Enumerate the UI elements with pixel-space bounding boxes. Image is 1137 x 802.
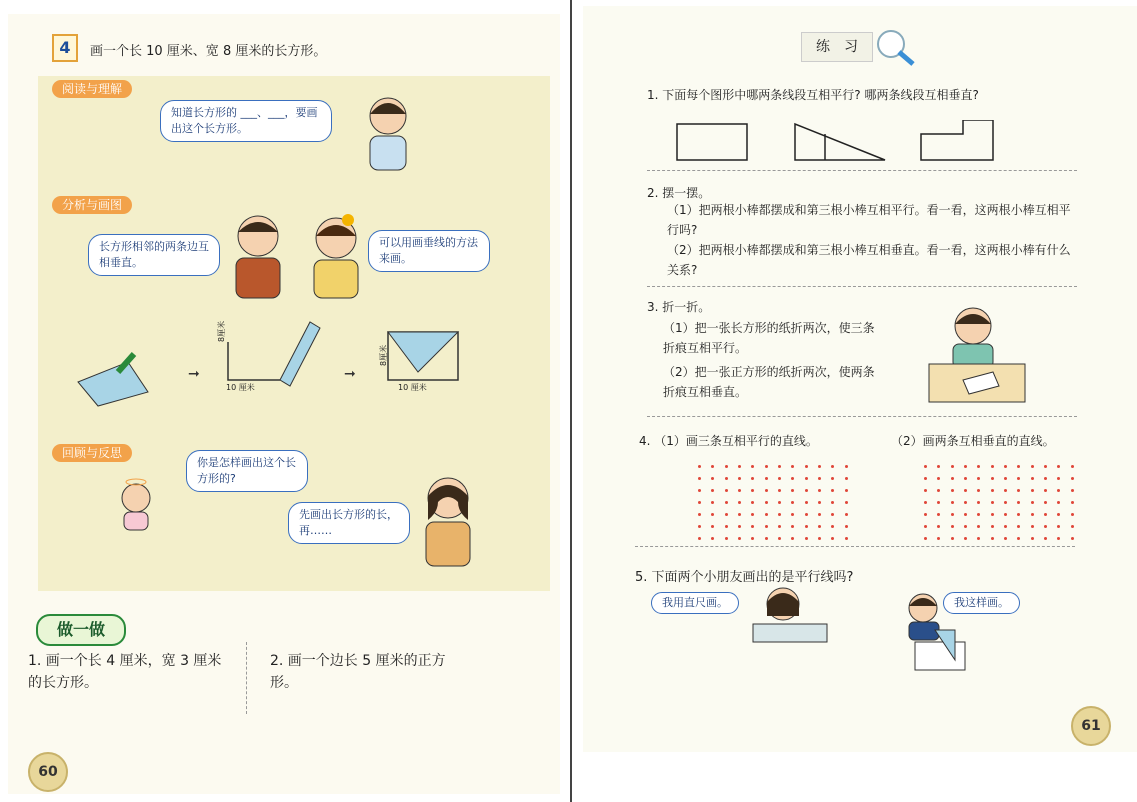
- grid-dot: [805, 513, 808, 516]
- grid-dot: [1017, 513, 1020, 516]
- grid-dot: [1004, 501, 1007, 504]
- grid-dot: [711, 501, 714, 504]
- grid-dot: [1031, 501, 1034, 504]
- grid-dot: [1004, 537, 1007, 540]
- separator-2: [647, 286, 1077, 287]
- grid-dot: [831, 501, 834, 504]
- grid-dot: [951, 537, 954, 540]
- grid-dot: [751, 513, 754, 516]
- grid-dot: [1031, 477, 1034, 480]
- grid-dot: [1017, 477, 1020, 480]
- grid-dot: [1017, 501, 1020, 504]
- grid-dot: [1004, 489, 1007, 492]
- grid-dot: [964, 465, 967, 468]
- grid-dot: [818, 501, 821, 504]
- grid-dot: [951, 501, 954, 504]
- grid-dot: [818, 477, 821, 480]
- grid-dot: [698, 525, 701, 528]
- grid-dot: [1044, 489, 1047, 492]
- grid-dot: [738, 489, 741, 492]
- section-read-tag: 阅读与理解: [52, 80, 132, 98]
- grid-dot: [791, 501, 794, 504]
- angel-illustration: [106, 474, 166, 534]
- grid-dot: [1017, 537, 1020, 540]
- girl-illustration: [296, 210, 376, 300]
- grid-dot: [725, 465, 728, 468]
- grid-dot: [977, 513, 980, 516]
- grid-dot: [924, 525, 927, 528]
- grid-dot: [805, 477, 808, 480]
- grid-dot: [698, 537, 701, 540]
- grid-dot: [791, 525, 794, 528]
- grid-dot: [991, 477, 994, 480]
- grid-dot: [831, 525, 834, 528]
- grid-dot: [765, 477, 768, 480]
- grid-dot: [951, 525, 954, 528]
- grid-dot: [845, 465, 848, 468]
- label-8cm-b: 8厘米: [379, 344, 388, 366]
- grid-dot: [977, 501, 980, 504]
- grid-dot: [791, 489, 794, 492]
- grid-dot: [831, 477, 834, 480]
- grid-dot: [751, 489, 754, 492]
- grid-dot: [1057, 477, 1060, 480]
- svg-text:➞: ➞: [188, 366, 200, 382]
- grid-dot: [765, 489, 768, 492]
- grid-dot: [964, 537, 967, 540]
- label-10cm-a: 10 厘米: [226, 383, 255, 392]
- bubble-review-2: 先画出长方形的长，再……: [288, 502, 410, 544]
- grid-dot: [791, 513, 794, 516]
- grid-dot: [738, 513, 741, 516]
- grid-dot: [711, 477, 714, 480]
- grid-dot: [818, 537, 821, 540]
- grid-dot: [924, 477, 927, 480]
- grid-dot: [924, 465, 927, 468]
- grid-dot: [725, 477, 728, 480]
- grid-dot: [765, 513, 768, 516]
- separator-3: [647, 416, 1077, 417]
- grid-dot: [1057, 489, 1060, 492]
- grid-dot: [964, 501, 967, 504]
- section-analyze-tag: 分析与画图: [52, 196, 132, 214]
- grid-dot: [778, 537, 781, 540]
- grid-dot: [937, 477, 940, 480]
- girl-folding-illustration: [923, 302, 1033, 406]
- grid-dot: [937, 501, 940, 504]
- grid-dot: [845, 489, 848, 492]
- grid-dot: [751, 477, 754, 480]
- grid-dot: [818, 513, 821, 516]
- q2-item-2: （2）把两根小棒都摆成和第三根小棒互相垂直。看一看，这两根小棒有什么关系?: [667, 243, 1071, 277]
- section-review-tag: 回顾与反思: [52, 444, 132, 462]
- q4-text: 4. （1）画三条互相平行的直线。: [639, 434, 818, 448]
- grid-dot: [818, 525, 821, 528]
- grid-dot: [1031, 525, 1034, 528]
- bubble-q5-1: 我用直尺画。: [651, 592, 739, 614]
- grid-dot: [698, 477, 701, 480]
- q2-text: 2. 摆一摆。: [647, 186, 711, 200]
- grid-dot: [924, 501, 927, 504]
- grid-dot: [698, 465, 701, 468]
- grid-dot: [805, 465, 808, 468]
- dot-grid-parallel: [693, 460, 853, 544]
- q2-item-1: （1）把两根小棒都摆成和第三根小棒互相平行。看一看，这两根小棒互相平行吗?: [667, 203, 1071, 237]
- bubble-q5-2: 我这样画。: [943, 592, 1020, 614]
- grid-dot: [1071, 465, 1074, 468]
- grid-dot: [1071, 537, 1074, 540]
- q3-item-2: （2）把一张正方形的纸折两次，使两条折痕互相垂直。: [663, 365, 875, 399]
- grid-dot: [991, 489, 994, 492]
- grid-dot: [1031, 465, 1034, 468]
- girl-ruler-illustration: [743, 582, 833, 672]
- grid-dot: [964, 525, 967, 528]
- grid-dot: [1057, 465, 1060, 468]
- grid-dot: [711, 513, 714, 516]
- grid-dot: [845, 525, 848, 528]
- grid-dot: [937, 537, 940, 540]
- grid-dot: [765, 501, 768, 504]
- grid-dot: [1044, 525, 1047, 528]
- grid-dot: [1044, 537, 1047, 540]
- grid-dot: [831, 489, 834, 492]
- q3-item-1: （1）把一张长方形的纸折两次，使三条折痕互相平行。: [663, 321, 875, 355]
- book-spine: [570, 0, 572, 802]
- grid-dot: [1044, 501, 1047, 504]
- grid-dot: [937, 525, 940, 528]
- grid-dot: [1057, 525, 1060, 528]
- grid-dot: [698, 489, 701, 492]
- grid-dot: [818, 465, 821, 468]
- grid-dot: [711, 465, 714, 468]
- grid-dot: [778, 465, 781, 468]
- grid-dot: [711, 525, 714, 528]
- grid-dot: [725, 501, 728, 504]
- try-title: 做一做: [36, 614, 126, 646]
- grid-dot: [778, 513, 781, 516]
- grid-dot: [725, 525, 728, 528]
- grid-dot: [738, 537, 741, 540]
- grid-dot: [791, 477, 794, 480]
- problem-text: 画一个长 10 厘米、宽 8 厘米的长方形。: [90, 44, 327, 59]
- try-item-1: 1. 画一个长 4 厘米，宽 3 厘米的长方形。: [28, 653, 222, 691]
- svg-text:➞: ➞: [344, 366, 356, 382]
- right-page: [583, 6, 1137, 752]
- grid-dot: [1057, 513, 1060, 516]
- try-item-2: 2. 画一个边长 5 厘米的正方形。: [270, 653, 446, 691]
- grid-dot: [1071, 513, 1074, 516]
- grid-dot: [791, 465, 794, 468]
- grid-dot: [1057, 501, 1060, 504]
- grid-dot: [977, 465, 980, 468]
- grid-dot: [991, 537, 994, 540]
- separator-4: [635, 546, 1075, 547]
- grid-dot: [1071, 477, 1074, 480]
- grid-dot: [951, 489, 954, 492]
- separator-1: [647, 170, 1077, 171]
- grid-dot: [991, 501, 994, 504]
- grid-dot: [977, 489, 980, 492]
- grid-dot: [924, 513, 927, 516]
- grid-dot: [1044, 465, 1047, 468]
- q4-text-2: （2）画两条互相垂直的直线。: [891, 434, 1055, 448]
- grid-dot: [805, 525, 808, 528]
- grid-dot: [937, 489, 940, 492]
- grid-dot: [805, 537, 808, 540]
- grid-dot: [845, 477, 848, 480]
- grid-dot: [791, 537, 794, 540]
- grid-dot: [951, 465, 954, 468]
- grid-dot: [725, 489, 728, 492]
- grid-dot: [1071, 501, 1074, 504]
- grid-dot: [805, 501, 808, 504]
- grid-dot: [937, 513, 940, 516]
- grid-dot: [964, 513, 967, 516]
- grid-dot: [765, 465, 768, 468]
- grid-dot: [1004, 513, 1007, 516]
- grid-dot: [951, 477, 954, 480]
- grid-dot: [977, 477, 980, 480]
- grid-dot: [751, 525, 754, 528]
- try-divider: [246, 642, 247, 714]
- grid-dot: [977, 537, 980, 540]
- grid-dot: [1031, 513, 1034, 516]
- grid-dot: [831, 465, 834, 468]
- grid-dot: [1031, 489, 1034, 492]
- page-number-left: 60: [28, 752, 68, 792]
- grid-dot: [1017, 525, 1020, 528]
- grid-dot: [751, 501, 754, 504]
- grid-dot: [991, 525, 994, 528]
- grid-dot: [751, 537, 754, 540]
- grid-dot: [1004, 525, 1007, 528]
- grid-dot: [1057, 537, 1060, 540]
- grid-dot: [778, 501, 781, 504]
- grid-dot: [924, 537, 927, 540]
- grid-dot: [951, 513, 954, 516]
- grid-dot: [991, 465, 994, 468]
- grid-dot: [765, 537, 768, 540]
- problem-number: 4: [52, 34, 78, 62]
- grid-dot: [725, 537, 728, 540]
- grid-dot: [1017, 465, 1020, 468]
- bubble-read: 知道长方形的 ___、___，要画出这个长方形。: [160, 100, 332, 142]
- bubble-review-1: 你是怎样画出这个长方形的?: [186, 450, 308, 492]
- q1-figures: [673, 120, 1003, 170]
- grid-dot: [1044, 477, 1047, 480]
- grid-dot: [1017, 489, 1020, 492]
- grid-dot: [778, 489, 781, 492]
- page-number-right: 61: [1071, 706, 1111, 746]
- grid-dot: [964, 489, 967, 492]
- grid-dot: [1031, 537, 1034, 540]
- bubble-analyze-2: 可以用画垂线的方法来画。: [368, 230, 490, 272]
- grid-dot: [778, 477, 781, 480]
- grid-dot: [845, 537, 848, 540]
- grid-dot: [1071, 525, 1074, 528]
- grid-dot: [805, 489, 808, 492]
- girl-reflecting-illustration: [408, 472, 488, 572]
- grid-dot: [977, 525, 980, 528]
- bubble-analyze-1: 长方形相邻的两条边互相垂直。: [88, 234, 220, 276]
- grid-dot: [711, 489, 714, 492]
- grid-dot: [711, 537, 714, 540]
- grid-dot: [698, 501, 701, 504]
- grid-dot: [1044, 513, 1047, 516]
- grid-dot: [831, 537, 834, 540]
- q5-text: 5. 下面两个小朋友画出的是平行线吗?: [635, 570, 854, 585]
- grid-dot: [845, 513, 848, 516]
- boy-illustration: [218, 210, 298, 300]
- grid-dot: [924, 489, 927, 492]
- child-thinking-illustration: [348, 92, 428, 172]
- grid-dot: [831, 513, 834, 516]
- magnifier-icon: [873, 26, 923, 66]
- grid-dot: [1004, 477, 1007, 480]
- grid-dot: [964, 477, 967, 480]
- grid-dot: [778, 525, 781, 528]
- left-page: [8, 14, 560, 794]
- grid-dot: [765, 525, 768, 528]
- grid-dot: [937, 465, 940, 468]
- grid-dot: [725, 513, 728, 516]
- q1-text: 1. 下面每个图形中哪两条线段互相平行? 哪两条线段互相垂直?: [647, 88, 979, 102]
- grid-dot: [738, 501, 741, 504]
- drawing-steps-diagram: [58, 312, 538, 412]
- grid-dot: [738, 477, 741, 480]
- q3-text: 3. 折一折。: [647, 300, 711, 314]
- grid-dot: [1071, 489, 1074, 492]
- grid-dot: [818, 489, 821, 492]
- grid-dot: [751, 465, 754, 468]
- exercise-title: 练 习: [801, 32, 873, 62]
- grid-dot: [738, 465, 741, 468]
- grid-dot: [845, 501, 848, 504]
- dot-grid-perpendicular: [919, 460, 1079, 544]
- grid-dot: [1004, 465, 1007, 468]
- grid-dot: [991, 513, 994, 516]
- label-10cm-b: 10 厘米: [398, 383, 427, 392]
- grid-dot: [698, 513, 701, 516]
- label-8cm-a: 8厘米: [217, 320, 226, 342]
- grid-dot: [738, 525, 741, 528]
